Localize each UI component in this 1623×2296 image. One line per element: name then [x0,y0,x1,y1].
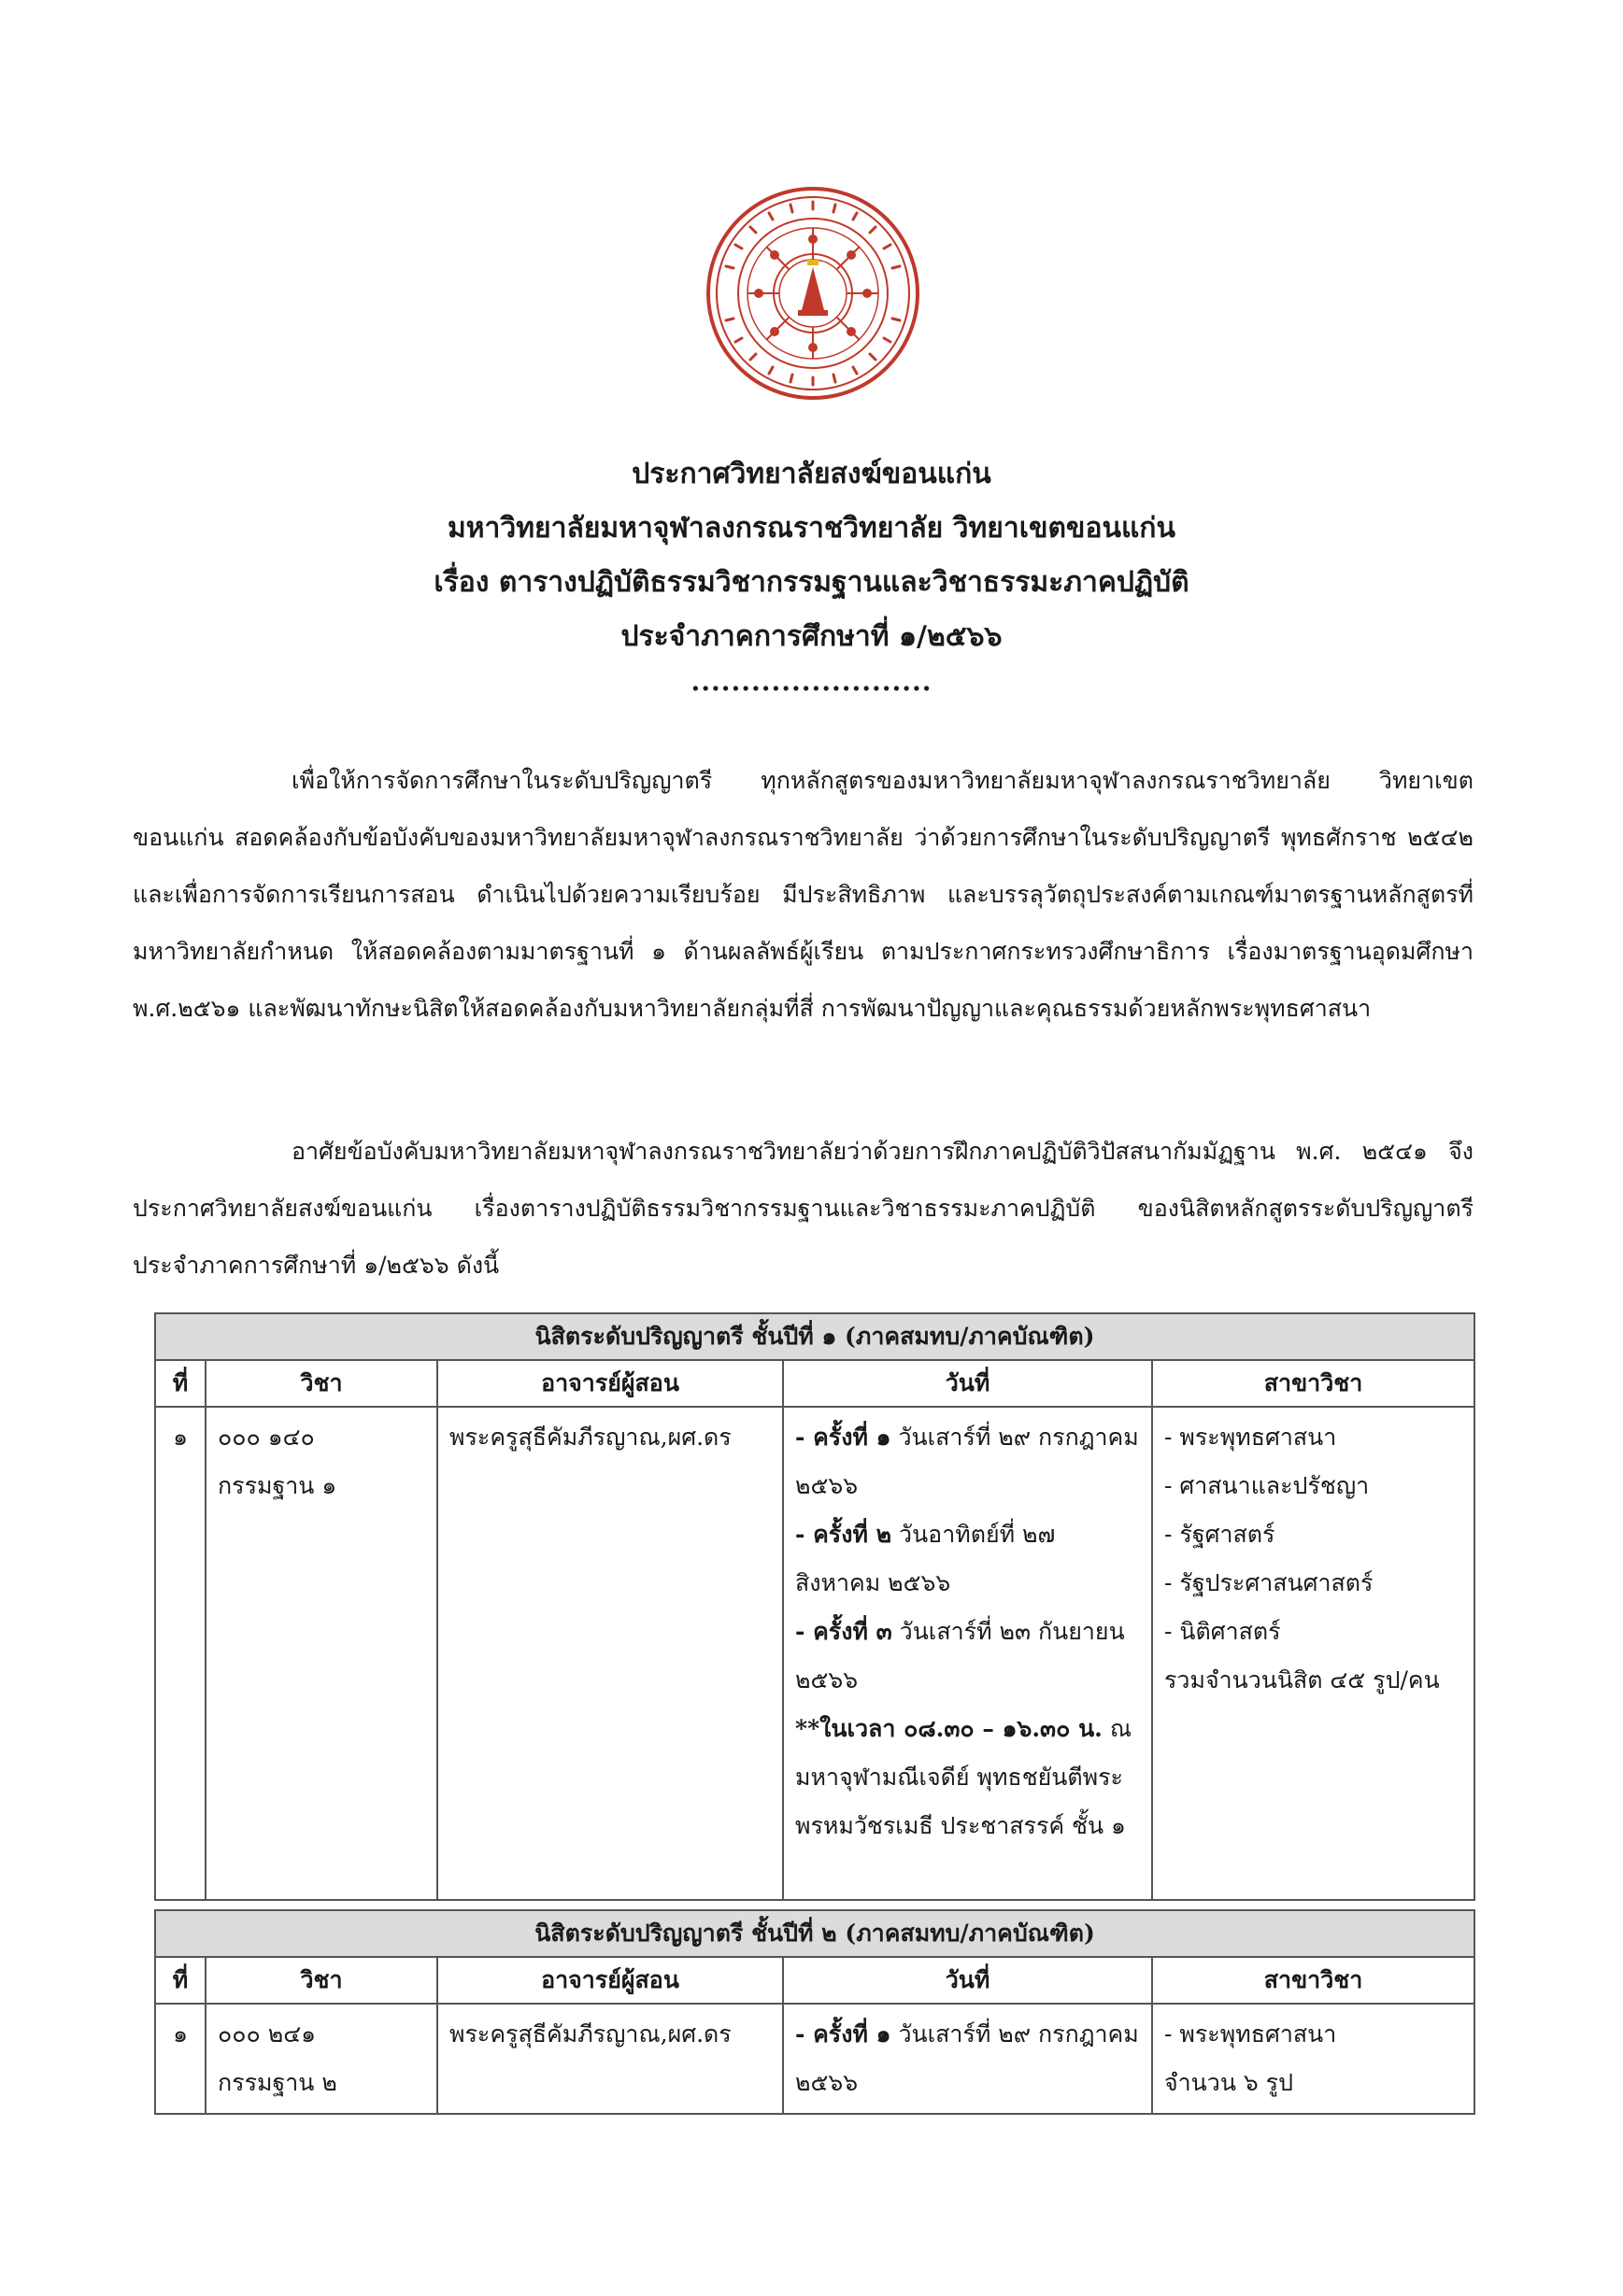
subject-cell [206,2004,437,2114]
announcement-heading [0,454,1623,697]
heading-line-3: เรื่อง ตารางปฏิบัติธรรมวิชากรรมฐานและวิชาธรรมะภาคปฏิบัติ [434,566,1189,599]
session-3-date: วันเสาร์ที่ ๒๓ กันยายน ๒๕๖๖ [795,1618,1125,1694]
subject-code: ๐๐๐ ๑๔๐ [218,1424,315,1451]
session-1-label: - ครั้งที่ ๑ [795,2020,891,2048]
group-header-year-1: นิสิตระดับปริญญาตรี ชั้นปีที่ ๑ (ภาคสมทบ/ภาคบัณฑิต) [155,1313,1474,1360]
teacher-cell: พระครูสุธีคัมภีรญาณ,ผศ.ดร [437,2004,783,2114]
major-item: - นิติศาสตร์ [1164,1618,1281,1645]
column-header-date: วันที่ [783,1957,1152,2004]
subject-name: กรรมฐาน ๒ [218,2069,337,2096]
table-row [155,1407,1474,1900]
major-item: - พระพุทธศาสนา [1164,1424,1337,1451]
session-time-place [795,1705,1140,1850]
column-header-no: ที่ [155,1957,206,2004]
column-header-teacher: อาจารย์ผู้สอน [437,1360,783,1407]
subject-cell [206,1407,437,1900]
session-2-date: วันอาทิตย์ที่ ๒๗ สิงหาคม ๒๕๖๖ [795,1521,1056,1596]
paragraph-authority: อาศัยข้อบังคับมหาวิทยาลัยมหาจุฬาลงกรณราชวิทยาลัยว่าด้วยการฝึกภาคปฏิบัติวิปัสสนากัมมัฏฐาน พ.ศ. ๒๕๔๑ จึงประกาศวิทยาลัยสงฆ์ขอนแก่น เรื่องตารางปฏิบัติธรรมวิชากรรมฐานและวิชาธรรมะภาคปฏิบัติ ของนิสิตหลักสูตรระดับปริญญาตรี ประจำภาคการศึกษาที่ ๑/๒๕๖๖ ดังนี้ [133,1138,1474,1279]
major-item: - พระพุทธศาสนา [1164,2020,1337,2048]
row-number: ๑ [155,2004,206,2114]
session-1-date: วันเสาร์ที่ ๒๙ กรกฎาคม ๒๕๖๖ [795,2020,1139,2096]
teacher-cell: พระครูสุธีคัมภีรญาณ,ผศ.ดร [437,1407,783,1900]
column-header-major: สาขาวิชา [1152,1360,1474,1407]
session-time: **ในเวลา ๐๘.๓๐ – ๑๖.๓๐ น. [795,1715,1103,1742]
session-1-date: วันเสาร์ที่ ๒๙ กรกฎาคม ๒๕๖๖ [795,1424,1139,1499]
column-header-subject: วิชา [206,1360,437,1407]
column-header-teacher: อาจารย์ผู้สอน [437,1957,783,2004]
subject-code: ๐๐๐ ๒๔๑ [218,2020,316,2048]
table-row [155,2004,1474,2114]
heading-line-2: มหาวิทยาลัยมหาจุฬาลงกรณราชวิทยาลัย วิทยาเขตขอนแก่น [448,512,1175,545]
date-cell [783,2004,1152,2114]
session-1 [795,2010,1140,2107]
major-cell [1152,2004,1474,2114]
column-header-date: วันที่ [783,1360,1152,1407]
major-cell [1152,1407,1474,1900]
student-total: จำนวน ๖ รูป [1164,2069,1293,2096]
major-item: - ศาสนาและปรัชญา [1164,1472,1370,1499]
column-header-no: ที่ [155,1360,206,1407]
session-2-label: - ครั้งที่ ๒ [795,1521,892,1548]
session-3-label: - ครั้งที่ ๓ [795,1618,892,1645]
date-cell [783,1407,1152,1900]
schedule-table-year-1 [154,1312,1475,1901]
session-1 [795,1413,1140,1510]
subject-name: กรรมฐาน ๑ [218,1472,337,1499]
heading-line-4: ประจำภาคการศึกษาที่ ๑/๒๕๖๖ [620,620,1003,653]
university-seal-logo [705,185,921,402]
group-header-year-2: นิสิตระดับปริญญาตรี ชั้นปีที่ ๒ (ภาคสมทบ/ภาคบัณฑิต) [155,1910,1474,1957]
major-item: - รัฐประศาสนศาสตร์ [1164,1569,1374,1596]
major-item: - รัฐศาสตร์ [1164,1521,1275,1548]
row-number: ๑ [155,1407,206,1900]
schedule-table-year-2 [154,1909,1475,2115]
session-3 [795,1608,1140,1705]
column-header-subject: วิชา [206,1957,437,2004]
heading-divider: ........................ [690,666,933,697]
student-total: รวมจำนวนนิสิต ๔๕ รูป/คน [1164,1666,1440,1694]
paragraph-purpose: เพื่อให้การจัดการศึกษาในระดับปริญญาตรี ทุกหลักสูตรของมหาวิทยาลัยมหาจุฬาลงกรณราชวิทยาลัย วิทยาเขตขอนแก่น สอดคล้องกับข้อบังคับของมหาวิทยาลัยมหาจุฬาลงกรณราชวิทยาลัย ว่าด้วยการศึกษาในระดับปริญญาตรี พุทธศักราช ๒๕๔๒ และเพื่อการจัดการเรียนการสอน ดำเนินไปด้วยความเรียบร้อย มีประสิทธิภาพ และบรรลุวัตถุประสงค์ตามเกณฑ์มาตรฐานหลักสูตรที่มหาวิทยาลัยกำหนด ให้สอดคล้องตามมาตรฐานที่ ๑ ด้านผลลัพธ์ผู้เรียน ตามประกาศกระทรวงศึกษาธิการ เรื่องมาตรฐานอุดมศึกษา พ.ศ.๒๕๖๑ และพัฒนาทักษะนิสิตให้สอดคล้องกับมหาวิทยาลัยกลุ่มที่สี่ การพัฒนาปัญญาและคุณธรรมด้วยหลักพระพุทธศาสนา [133,767,1474,1022]
session-2 [795,1510,1140,1608]
heading-line-1: ประกาศวิทยาลัยสงฆ์ขอนแก่น [632,458,991,490]
session-1-label: - ครั้งที่ ๑ [795,1424,891,1451]
session-place: ณ มหาจุฬามณีเจดีย์ พุทธชยันตีพระพรหมวัชรเมธี ประชาสรรค์ ชั้น ๑ [795,1715,1132,1839]
column-header-major: สาขาวิชา [1152,1957,1474,2004]
